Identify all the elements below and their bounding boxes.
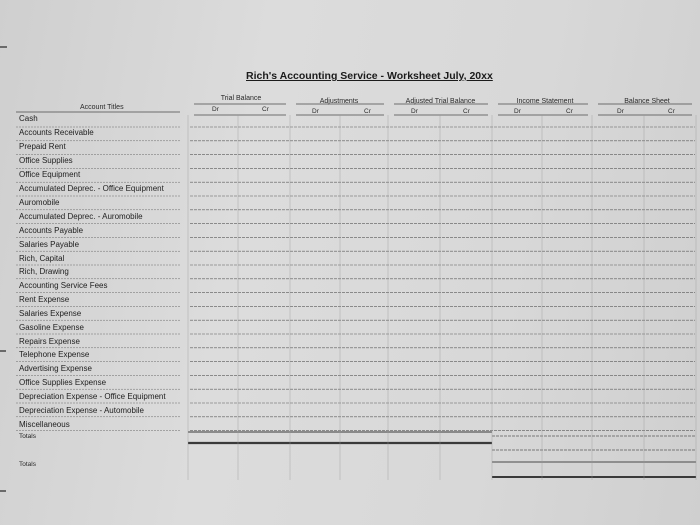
adjusted-trial-balance-cr: Cr (463, 108, 470, 115)
account-accounting-service-fees: Accounting Service Fees (19, 281, 108, 290)
balance-sheet-dr: Dr (617, 108, 624, 115)
income-statement-dr: Dr (514, 108, 521, 115)
account-depreciation-expense-office-equipment: Depreciation Expense - Office Equipment (19, 392, 166, 401)
account-titles-header: Account Titles (80, 104, 124, 111)
balance-sheet-cr: Cr (668, 108, 675, 115)
account-office-equipment: Office Equipment (19, 170, 81, 179)
adjustments-dr: Dr (312, 108, 319, 115)
bottom-totals-label: Totals (19, 461, 36, 468)
account-totals: Totals (19, 433, 36, 440)
account-automobile: Auromobile (19, 198, 60, 207)
account-rich-capital: Rich, Capital (19, 254, 65, 263)
account-rich-drawing: Rich, Drawing (19, 267, 69, 276)
account-advertising-expense: Advertising Expense (19, 364, 92, 373)
account-telephone-expense: Telephone Expense (19, 350, 90, 359)
account-miscellaneous: Miscellaneous (19, 420, 70, 429)
column-header-balance-sheet: Balance Sheet (624, 98, 670, 105)
account-repairs-expense: Repairs Expense (19, 337, 80, 346)
account-office-supplies: Office Supplies (19, 156, 73, 165)
account-salaries-expense: Salaries Expense (19, 309, 82, 318)
account-accum-deprec-office-equipment: Accumulated Deprec. - Office Equipment (19, 184, 164, 193)
trial-balance-cr: Cr (262, 106, 269, 113)
adjustments-cr: Cr (364, 108, 371, 115)
adjusted-trial-balance-dr: Dr (411, 108, 418, 115)
account-salaries-payable: Salaries Payable (19, 240, 80, 249)
account-office-supplies-expense: Office Supplies Expense (19, 378, 107, 387)
column-header-adjustments: Adjustments (319, 98, 359, 105)
column-header-trial-balance: Trial Balance (220, 95, 262, 102)
account-accum-deprec-automobile: Accumulated Deprec. - Auromobile (19, 212, 143, 221)
account-rent-expense: Rent Expense (19, 295, 70, 304)
income-statement-cr: Cr (566, 108, 573, 115)
account-accounts-payable: Accounts Payable (19, 226, 84, 235)
account-gasoline-expense: Gasoline Expense (19, 323, 84, 332)
column-header-income-statement: Income Statement (516, 98, 574, 105)
account-depreciation-expense-automobile: Depreciation Expense - Automobile (19, 406, 144, 415)
account-accounts-receivable: Accounts Receivable (19, 128, 94, 137)
worksheet-title: Rich's Accounting Service - Worksheet July, 20xx (246, 70, 493, 82)
account-prepaid-rent: Prepaid Rent (19, 142, 66, 151)
account-cash: Cash (19, 114, 38, 123)
column-header-adjusted-trial-balance: Adjusted Trial Balance (405, 98, 476, 105)
trial-balance-dr: Dr (212, 106, 219, 113)
